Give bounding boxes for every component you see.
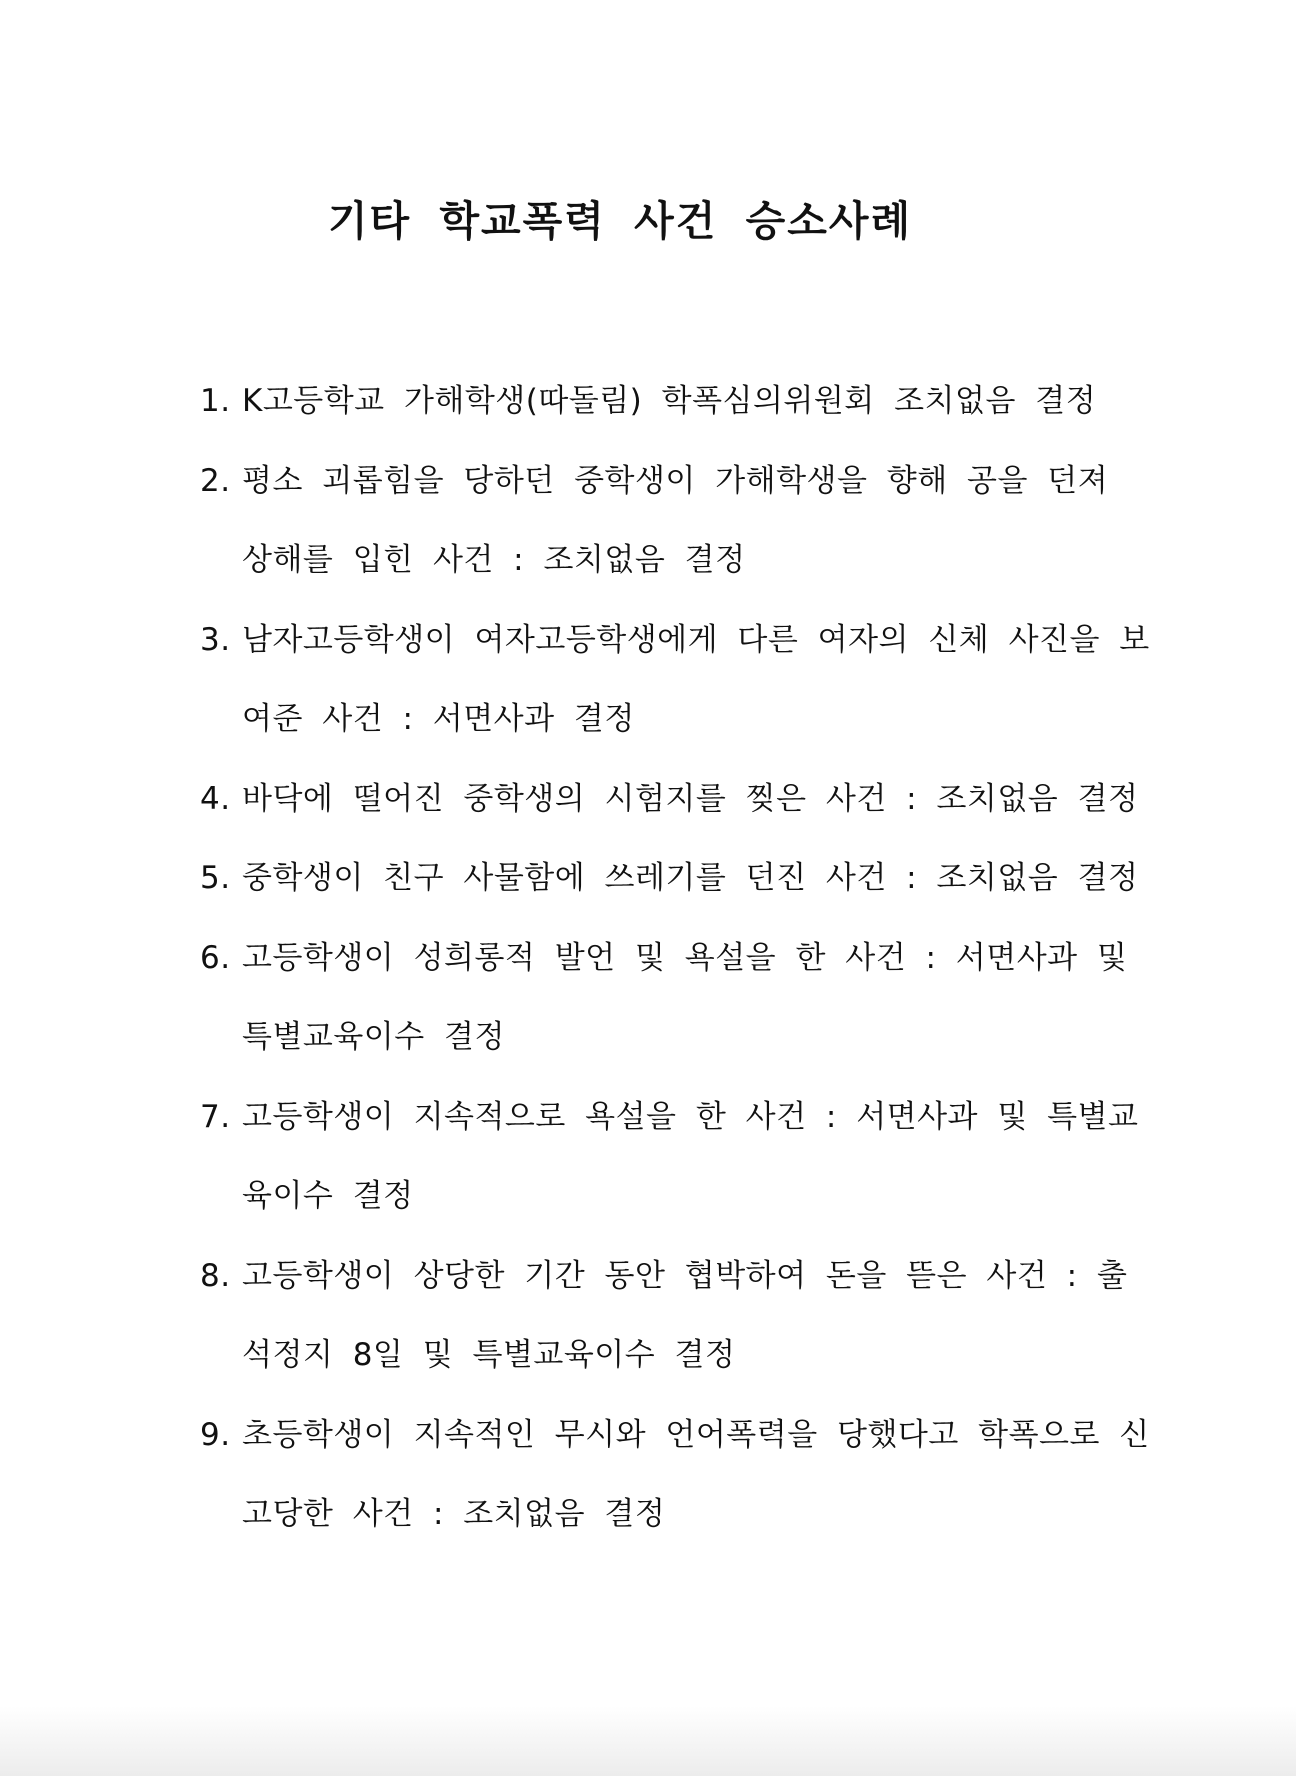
case-item-9 (200, 1396, 1150, 1555)
case-number: 3. (200, 621, 231, 658)
case-item-8 (200, 1237, 1150, 1396)
case-text: K고등학교 가해학생(따돌림) 학폭심의위원회 조치없음 결정 (242, 383, 1097, 419)
case-item-4 (200, 760, 1150, 840)
case-item-2 (200, 442, 1150, 601)
case-item-5 (200, 839, 1150, 919)
case-list (200, 362, 1150, 1555)
document-title: 기타 학교폭력 사건 승소사례 (327, 197, 913, 245)
case-item-6 (200, 919, 1150, 1078)
case-item-1 (200, 362, 1150, 442)
case-text: 바닥에 떨어진 중학생의 시험지를 찢은 사건 : 조치없음 결정 (242, 780, 1139, 817)
case-text: 평소 괴롭힘을 당하던 중학생이 가해학생을 향해 공을 던져 상해를 입힌 사건 : 조치없음 결정 (242, 462, 1109, 578)
case-text: 고등학생이 상당한 기간 동안 협박하여 돈을 뜯은 사건 : 출석정지 8일 및 특별교육이수 결정 (242, 1257, 1128, 1373)
case-number: 7. (200, 1098, 231, 1135)
case-number: 4. (200, 780, 231, 817)
case-text: 고등학생이 지속적으로 욕설을 한 사건 : 서면사과 및 특별교육이수 결정 (242, 1098, 1139, 1214)
case-item-7 (200, 1078, 1150, 1237)
case-item-3 (200, 601, 1150, 760)
case-number: 1. (200, 383, 231, 419)
case-number: 8. (200, 1257, 231, 1294)
case-text: 남자고등학생이 여자고등학생에게 다른 여자의 신체 사진을 보여준 사건 : 서면사과 결정 (242, 621, 1150, 737)
page-bottom-shadow (0, 1706, 1296, 1776)
case-number: 5. (200, 860, 231, 896)
case-number: 2. (200, 462, 231, 499)
case-number: 9. (200, 1416, 231, 1453)
case-number: 6. (200, 939, 231, 976)
case-text: 고등학생이 성희롱적 발언 및 욕설을 한 사건 : 서면사과 및 특별교육이수 결정 (242, 939, 1128, 1055)
case-text: 초등학생이 지속적인 무시와 언어폭력을 당했다고 학폭으로 신고당한 사건 : 조치없음 결정 (242, 1416, 1150, 1532)
case-text: 중학생이 친구 사물함에 쓰레기를 던진 사건 : 조치없음 결정 (242, 860, 1139, 896)
